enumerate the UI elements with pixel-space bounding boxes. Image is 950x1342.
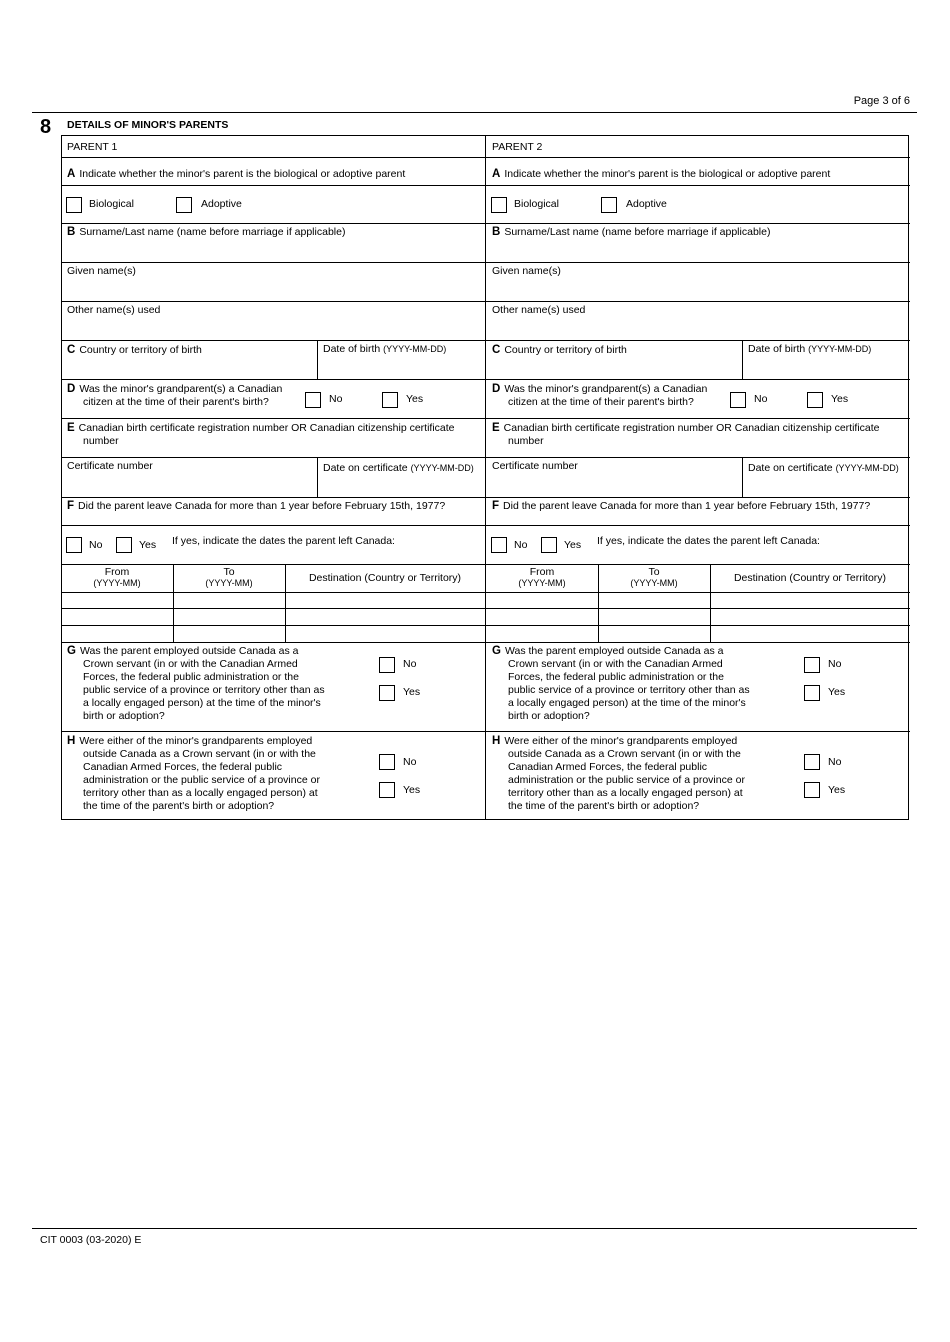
parent2-to-header [598,566,710,589]
no-label: No [828,658,842,670]
item-label: Was the parent employed outside Canada as a [504,645,724,657]
parent2-destination-cell[interactable] [711,593,909,608]
item-letter: G [67,645,76,657]
parent2-to-cell[interactable] [599,593,709,608]
item-label: a locally engaged person) at the time of the minor's [83,697,321,709]
dob-format: (YYYY-MM-DD) [383,344,447,354]
item-label: Surname/Last name (name before marriage if applicable) [79,226,346,238]
dob-label: Date of birth [748,343,806,355]
parent2-crown-servant-no-checkbox[interactable] [804,657,820,673]
item-label: administration or the public service of a province or [508,774,745,786]
divider [486,379,910,380]
no-label: No [754,393,768,405]
item-label: Crown servant (in or with the Canadian Armed [508,658,723,670]
parent1-grandparent-citizen-no-checkbox[interactable] [305,392,321,408]
item-label: citizen at the time of their parent's birth? [508,396,694,408]
item-letter: C [67,344,76,356]
parent1-left-canada-yes-checkbox[interactable] [116,537,132,553]
item-label: citizen at the time of their parent's birth? [83,396,269,408]
item-label: public service of a province or territory other than as [508,684,750,696]
parent1-question-d [67,383,282,409]
to-label: To [223,566,235,578]
divider [61,262,485,263]
parent1-to-cell[interactable] [174,593,284,608]
divider [486,418,910,419]
parent1-to-header [173,566,285,589]
yes-label: Yes [828,784,846,796]
divider [61,223,485,224]
item-label: Crown servant (in or with the Canadian Armed [83,658,298,670]
parent1-biological-checkbox[interactable] [66,197,82,213]
parent1-to-cell[interactable] [174,626,284,641]
item-label: Country or territory of birth [79,344,202,356]
item-letter: C [492,344,501,356]
item-label: birth or adoption? [508,710,590,722]
no-label: No [514,539,528,551]
parent2-question-g [492,645,750,723]
item-label: Forces, the federal public administration or the [508,671,724,683]
parent1-header: PARENT 1 [67,141,118,153]
parent2-surname-field [492,226,770,239]
parent2-from-cell[interactable] [487,609,597,624]
bottom-rule [32,1228,917,1229]
item-letter: F [492,500,500,512]
biological-label: Biological [89,198,134,210]
divider [61,157,485,158]
dob-label: Date of birth [323,343,381,355]
yes-label: Yes [406,393,424,405]
to-label: To [648,566,660,578]
parent1-grandparents-crown-yes-checkbox[interactable] [379,782,395,798]
divider [486,340,910,341]
parent2-question-h [492,735,745,813]
from-format: (YYYY-MM) [93,578,141,588]
divider [486,185,910,186]
page-number: Page 3 of 6 [853,95,910,107]
item-label: Indicate whether the minor's parent is the biological or adoptive parent [79,168,406,180]
parent2-crown-servant-yes-checkbox[interactable] [804,685,820,701]
parent1-destination-cell[interactable] [286,626,484,641]
from-label: From [529,566,555,578]
divider [486,731,910,732]
yes-label: Yes [828,686,846,698]
parent1-question-h [67,735,320,813]
parent1-surname-field [67,226,345,239]
parent2-question-d [492,383,707,409]
parent2-certificate-number-field: Certificate number [492,460,578,472]
parent2-destination-cell[interactable] [711,609,909,624]
form-code: CIT 0003 (03-2020) E [40,1234,142,1246]
parent1-destination-cell[interactable] [286,593,484,608]
parent1-grandparents-crown-no-checkbox[interactable] [379,754,395,770]
parent2-from-header [486,566,598,589]
section-title: DETAILS OF MINOR'S PARENTS [67,119,229,131]
parent1-crown-servant-yes-checkbox[interactable] [379,685,395,701]
divider [61,564,485,565]
adoptive-label: Adoptive [626,198,667,210]
item-letter: G [492,645,501,657]
parent1-from-header [61,566,173,589]
parent1-grandparent-citizen-yes-checkbox[interactable] [382,392,398,408]
parent2-left-canada-no-checkbox[interactable] [491,537,507,553]
item-label: Was the parent employed outside Canada as a [79,645,299,657]
parent1-crown-servant-no-checkbox[interactable] [379,657,395,673]
divider [742,340,743,379]
parent1-given-names-field: Given name(s) [67,265,136,277]
to-format: (YYYY-MM) [205,578,253,588]
to-format: (YYYY-MM) [630,578,678,588]
item-label: outside Canada as a Crown servant (in or with the [508,748,741,760]
parent2-left-canada-yes-checkbox[interactable] [541,537,557,553]
from-label: From [104,566,130,578]
item-letter: H [67,735,76,747]
no-label: No [403,658,417,670]
adoptive-label: Adoptive [201,198,242,210]
divider [485,135,486,820]
biological-label: Biological [514,198,559,210]
item-letter: A [67,168,76,180]
no-label: No [329,393,343,405]
item-letter: B [492,226,501,238]
parent2-question-f [492,500,870,513]
yes-label: Yes [564,539,582,551]
parent1-question-a [67,168,405,181]
if-yes-label: If yes, indicate the dates the parent left Canada: [172,535,395,547]
divider [61,185,485,186]
parent2-grandparent-citizen-no-checkbox[interactable] [730,392,746,408]
if-yes-label: If yes, indicate the dates the parent left Canada: [597,535,820,547]
yes-label: Yes [831,393,849,405]
parent2-from-cell[interactable] [487,626,597,641]
parent2-from-cell[interactable] [487,593,597,608]
parent2-biological-checkbox[interactable] [491,197,507,213]
parent2-question-a [492,168,830,181]
divider [486,525,910,526]
parent1-certificate-date-field [323,462,474,475]
item-label: territory other than as a locally engaged person) at [508,787,743,799]
parent1-question-f [67,500,445,513]
divider [742,457,743,497]
item-label: Canadian Armed Forces, the federal public [83,761,283,773]
parent2-destination-header: Destination (Country or Territory) [733,572,887,584]
item-label: Canadian Armed Forces, the federal public [508,761,708,773]
item-label: Canadian birth certificate registration number OR Canadian citizenship certificate [503,422,880,434]
parent1-adoptive-checkbox[interactable] [176,197,192,213]
cert-date-label: Date on certificate [323,462,408,474]
item-label: Forces, the federal public administration or the [83,671,299,683]
cert-date-format: (YYYY-MM-DD) [835,463,899,473]
item-label: Country or territory of birth [504,344,627,356]
parent1-question-g [67,645,325,723]
parent1-destination-cell[interactable] [286,609,484,624]
divider [61,340,485,341]
no-label: No [89,539,103,551]
divider [486,497,910,498]
item-letter: E [67,422,75,434]
item-label: the time of the parent's birth or adoption? [83,800,275,812]
parent1-other-names-field: Other name(s) used [67,304,161,316]
item-label: the time of the parent's birth or adoption? [508,800,700,812]
item-letter: F [67,500,75,512]
parent2-certificate-date-field [748,462,899,475]
divider [61,457,485,458]
parent1-date-of-birth-field [323,343,446,356]
item-letter: D [492,383,501,395]
parent1-question-e [67,422,455,448]
item-letter: E [492,422,500,434]
divider [61,642,485,643]
item-label: Were either of the minor's grandparents employed [79,735,313,747]
parent1-destination-header: Destination (Country or Territory) [308,572,462,584]
parent2-grandparents-crown-yes-checkbox[interactable] [804,782,820,798]
item-letter: A [492,168,501,180]
item-label: birth or adoption? [83,710,165,722]
divider [486,642,910,643]
parent2-grandparents-crown-no-checkbox[interactable] [804,754,820,770]
item-label: Did the parent leave Canada for more than 1 year before February 15th, 1977? [78,500,446,512]
item-label: Was the minor's grandparent(s) a Canadian [504,383,708,395]
no-label: No [403,756,417,768]
divider [61,497,485,498]
parent2-to-cell[interactable] [599,626,709,641]
cert-date-format: (YYYY-MM-DD) [410,463,474,473]
divider [61,379,485,380]
divider [61,525,485,526]
parent2-country-of-birth-field [492,344,627,357]
divider [61,731,485,732]
divider [486,262,910,263]
divider [486,564,910,565]
divider [486,301,910,302]
parent2-header: PARENT 2 [492,141,543,153]
yes-label: Yes [139,539,157,551]
item-label: administration or the public service of a province or [83,774,320,786]
parent2-adoptive-checkbox[interactable] [601,197,617,213]
no-label: No [828,756,842,768]
yes-label: Yes [403,784,421,796]
item-label: number [508,435,544,447]
cert-date-label: Date on certificate [748,462,833,474]
yes-label: Yes [403,686,421,698]
parent1-country-of-birth-field [67,344,202,357]
item-label: outside Canada as a Crown servant (in or with the [83,748,316,760]
item-label: number [83,435,119,447]
item-label: Surname/Last name (name before marriage if applicable) [504,226,771,238]
item-label: Did the parent leave Canada for more than 1 year before February 15th, 1977? [503,500,871,512]
divider [61,418,485,419]
item-label: Canadian birth certificate registration number OR Canadian citizenship certificate [78,422,455,434]
item-label: public service of a province or territory other than as [83,684,325,696]
divider [61,301,485,302]
parent2-given-names-field: Given name(s) [492,265,561,277]
section-number: 8 [40,116,52,138]
dob-format: (YYYY-MM-DD) [808,344,872,354]
parent1-to-cell[interactable] [174,609,284,624]
top-rule [32,112,917,113]
item-label: Were either of the minor's grandparents employed [504,735,738,747]
from-format: (YYYY-MM) [518,578,566,588]
divider [486,157,910,158]
item-label: Was the minor's grandparent(s) a Canadian [79,383,283,395]
item-label: a locally engaged person) at the time of the minor's [508,697,746,709]
parent1-certificate-number-field: Certificate number [67,460,153,472]
divider [486,223,910,224]
parent2-other-names-field: Other name(s) used [492,304,586,316]
parent2-grandparent-citizen-yes-checkbox[interactable] [807,392,823,408]
item-letter: D [67,383,76,395]
item-letter: B [67,226,76,238]
parent2-question-e [492,422,880,448]
item-label: territory other than as a locally engaged person) at [83,787,318,799]
parent2-destination-cell[interactable] [711,626,909,641]
parent1-left-canada-no-checkbox[interactable] [66,537,82,553]
item-label: Indicate whether the minor's parent is the biological or adoptive parent [504,168,831,180]
parent2-to-cell[interactable] [599,609,709,624]
parent1-from-cell[interactable] [62,609,172,624]
item-letter: H [492,735,501,747]
divider [317,340,318,379]
divider [486,457,910,458]
parent1-from-cell[interactable] [62,593,172,608]
divider [317,457,318,497]
parent1-from-cell[interactable] [62,626,172,641]
parent2-date-of-birth-field [748,343,871,356]
